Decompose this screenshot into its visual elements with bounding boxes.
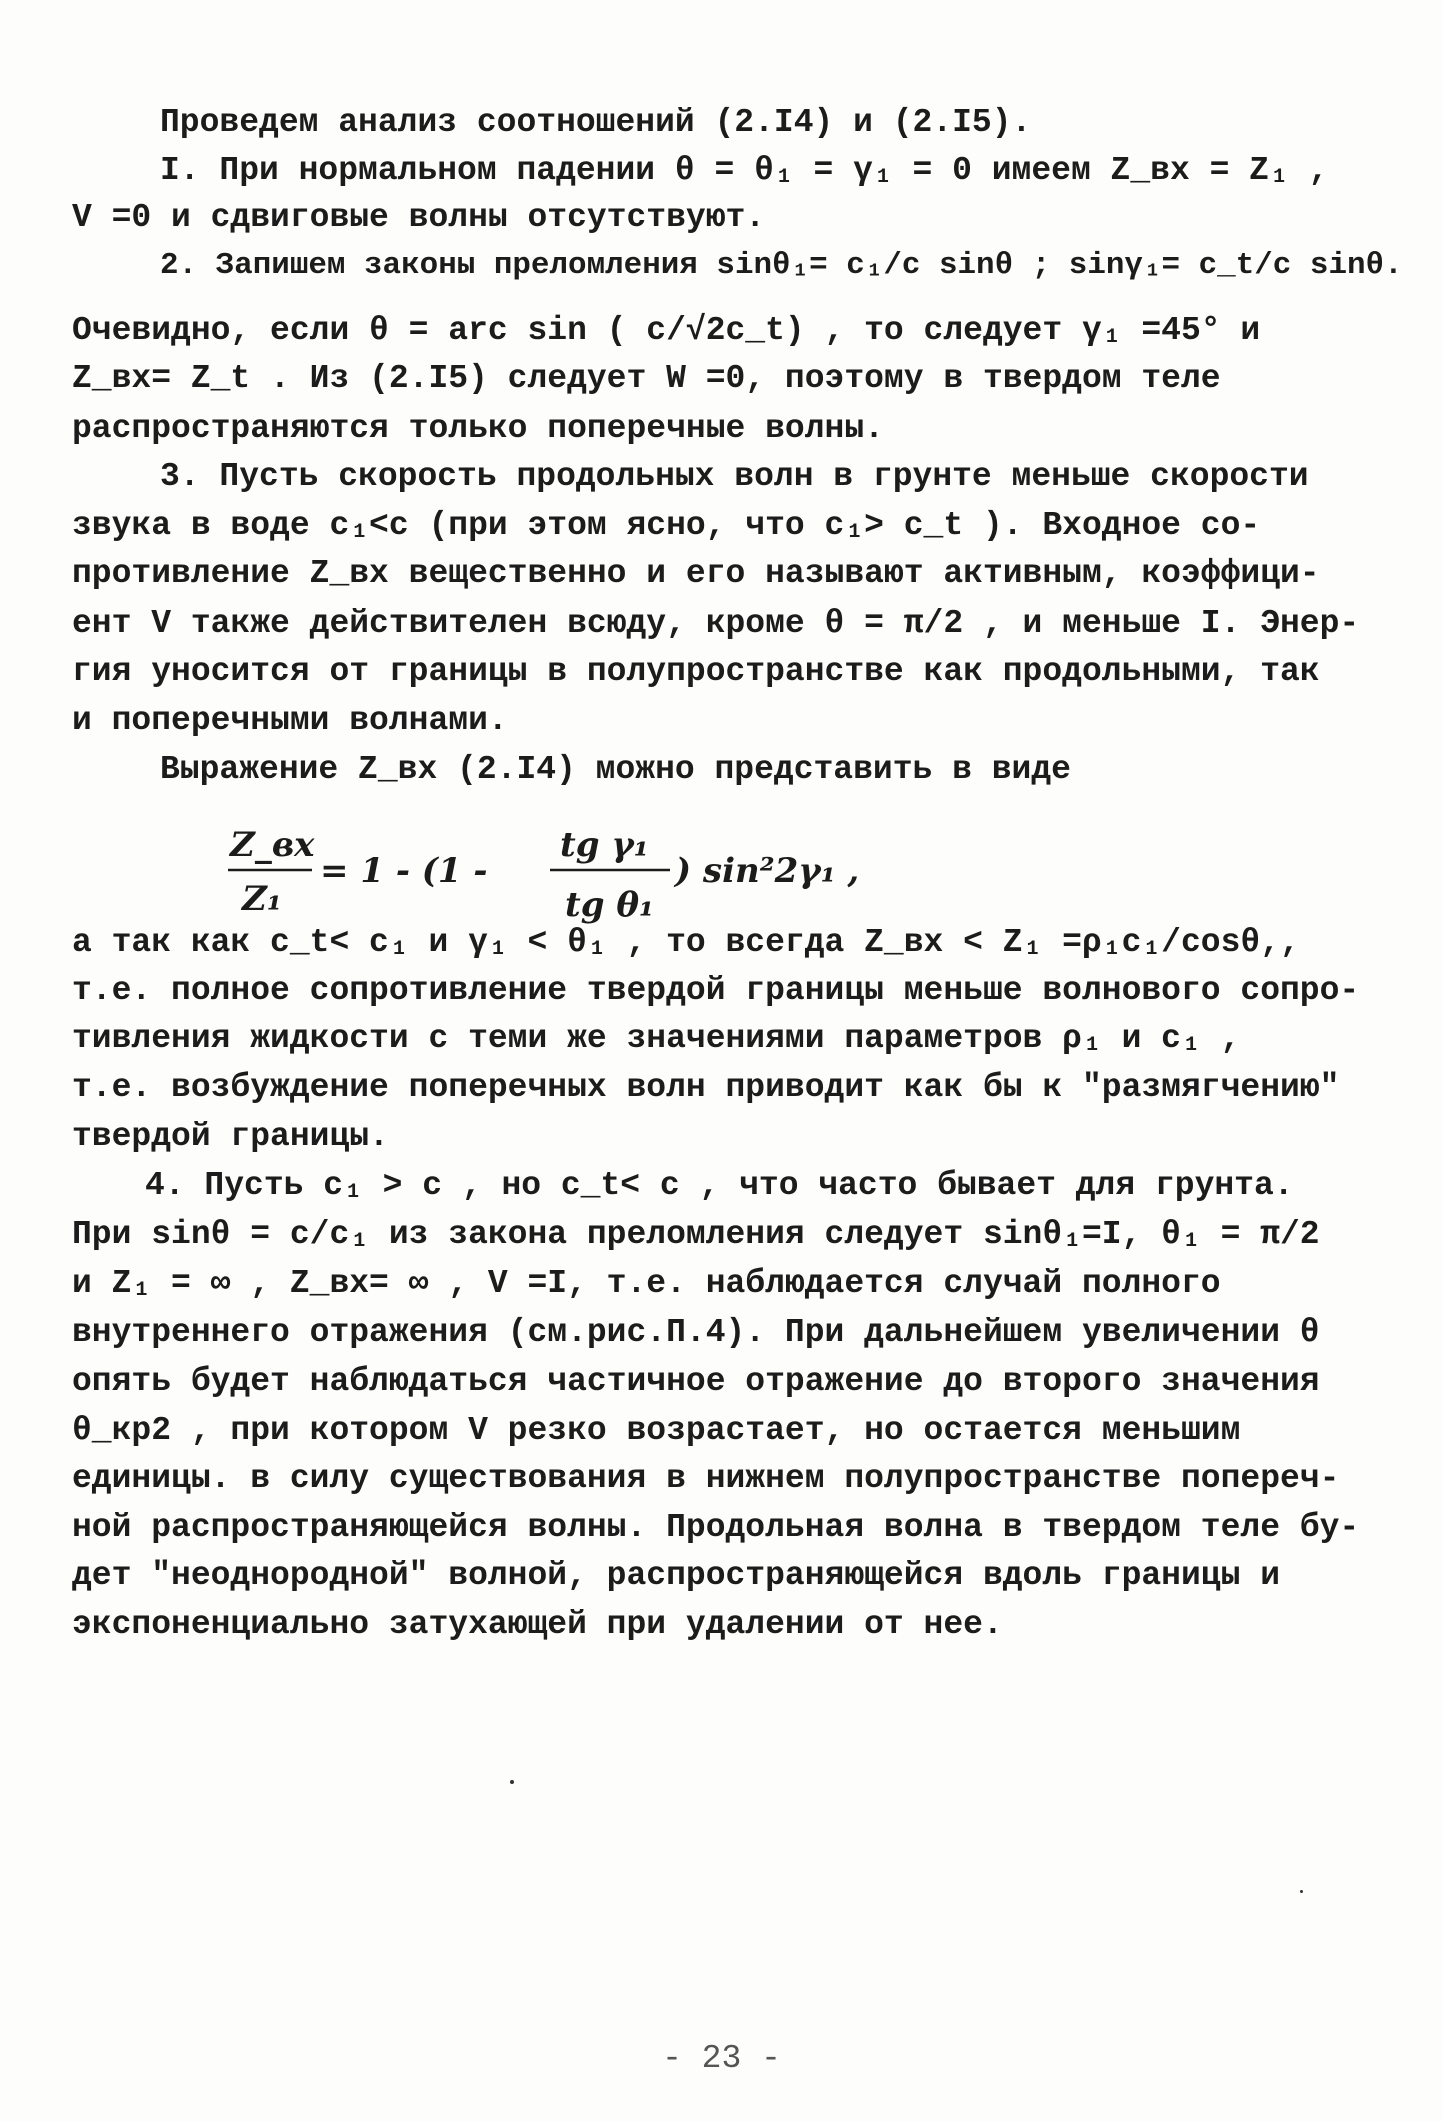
text-line-7: распространяются только поперечные волны. — [72, 410, 884, 447]
scan-speck — [510, 1780, 514, 1784]
text-line-25: θ_кр2 , при котором V резко возрастает, но остается меньшим — [72, 1412, 1241, 1449]
formula-lhs-numerator: Z_вх — [230, 825, 315, 865]
formula-rhs-prefix: = 1 - (1 - — [320, 851, 488, 891]
page-number: - 23 - — [662, 2040, 781, 2077]
text-line-21: При sinθ = c/c₁ из закона преломления следует sinθ₁=I, θ₁ = π/2 — [72, 1216, 1320, 1253]
scan-speck — [1300, 1890, 1303, 1893]
text-line-17: тивления жидкости с теми же значениями параметров ρ₁ и c₁ , — [72, 1020, 1241, 1057]
text-line-14: Выражение Z_вх (2.I4) можно представить в виде — [160, 751, 1071, 788]
text-line-29: экспоненциально затухающей при удалении от нее. — [72, 1606, 1003, 1643]
text-line-6: Z_вх= Z_t . Из (2.I5) следует W =0, поэтому в твердом теле — [72, 360, 1221, 397]
formula-fraction-numerator: tg γ₁ — [560, 825, 649, 865]
text-line-27: ной распространяющейся волны. Продольная волна в твердом теле бу- — [72, 1509, 1360, 1546]
text-line-4: 2. Запишем законы преломления sinθ₁= c₁/c sinθ ; sinγ₁= c_t/c sinθ. — [160, 248, 1403, 283]
text-line-18: т.е. возбуждение поперечных волн приводит как бы к "размягчению" — [72, 1069, 1340, 1106]
text-line-9: звука в воде c₁<c (при этом ясно, что c₁> c_t ). Входное со- — [72, 507, 1261, 544]
text-line-13: и поперечными волнами. — [72, 702, 508, 739]
formula-fraction-denominator: tg θ₁ — [565, 885, 654, 925]
text-line-15: а так как c_t< c₁ и γ₁ < θ₁ , то всегда Z_вх < Z₁ =ρ₁c₁/cosθ,, — [72, 924, 1300, 961]
text-line-20: 4. Пусть c₁ > c , но c_t< c , что часто бывает для грунта. — [145, 1167, 1294, 1204]
text-line-28: дет "неоднородной" волной, распространяющейся вдоль границы и — [72, 1557, 1280, 1594]
text-line-8: 3. Пусть скорость продольных волн в грунте меньше скорости — [160, 458, 1309, 495]
text-line-12: гия уносится от границы в полупространстве как продольными, так — [72, 653, 1320, 690]
text-line-16: т.е. полное сопротивление твердой границы меньше волнового сопро- — [72, 972, 1360, 1009]
text-line-3: V =0 и сдвиговые волны отсутствуют. — [72, 199, 766, 236]
text-line-26: единицы. в силу существования в нижнем полупространстве попереч- — [72, 1460, 1340, 1497]
text-line-23: внутреннего отражения (см.рис.П.4). При дальнейшем увеличении θ — [72, 1314, 1320, 1351]
text-line-24: опять будет наблюдаться частичное отражение до второго значения — [72, 1363, 1320, 1400]
text-line-2: I. При нормальном падении θ = θ₁ = γ₁ = 0 имеем Z_вх = Z₁ , — [160, 152, 1329, 189]
text-line-11: ент V также действителен всюду, кроме θ = π/2 , и меньше I. Энер- — [72, 605, 1360, 642]
formula-rhs-suffix: ) sin²2γ₁ , — [675, 851, 860, 891]
text-line-1: Проведем анализ соотношений (2.I4) и (2.I5). — [160, 104, 1032, 141]
formula-lhs-denominator: Z₁ — [242, 879, 282, 919]
text-line-19: твердой границы. — [72, 1118, 389, 1155]
text-line-22: и Z₁ = ∞ , Z_вх= ∞ , V =I, т.е. наблюдается случай полного — [72, 1265, 1221, 1302]
text-line-5: Очевидно, если θ = arc sin ( c/√2c_t) , то следует γ₁ =45° и — [72, 312, 1261, 349]
text-line-10: противление Z_вх вещественно и его называют активным, коэффици- — [72, 555, 1320, 592]
